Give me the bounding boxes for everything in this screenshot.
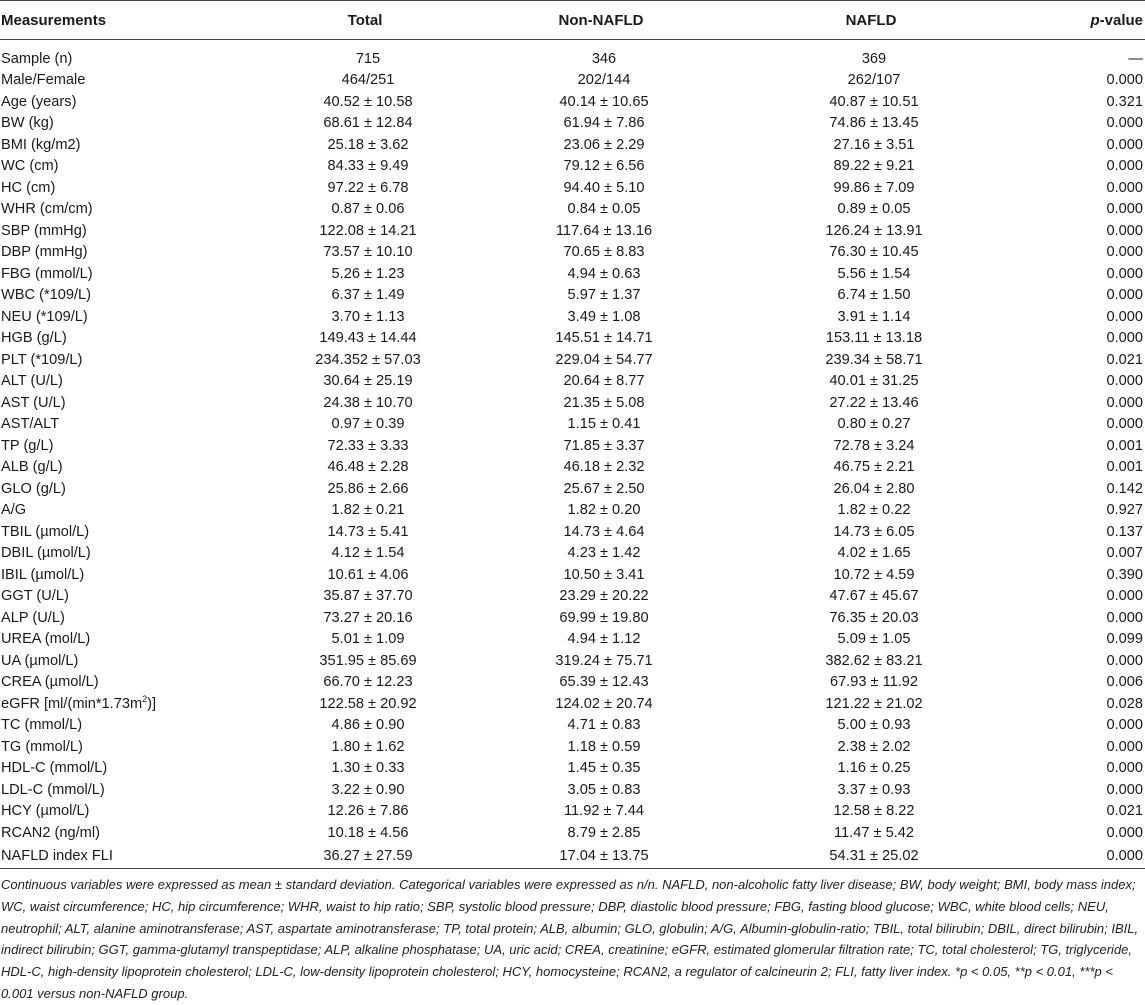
cell-non-nafld: 23.29 ± 20.22	[559, 588, 649, 605]
cell-nafld: 40.87 ± 10.51	[829, 93, 919, 110]
cell-non-nafld: 17.04 ± 13.75	[474, 844, 734, 869]
table-row	[0, 650, 1145, 672]
table-row	[0, 414, 1145, 436]
table-row	[0, 736, 1145, 758]
cell-measurement: IBIL (µmol/L)	[1, 566, 85, 583]
cell-nafld: 54.31 ± 25.02	[734, 844, 1014, 869]
table-row	[0, 564, 1145, 586]
cell-measurement: WHR (cm/cm)	[1, 201, 93, 218]
table-row	[0, 349, 1145, 371]
cell-p-value: 0.000	[1106, 179, 1143, 196]
cell-measurement: AST (U/L)	[1, 394, 66, 411]
cell-p-value: 0.000	[1106, 588, 1143, 605]
cell-measurement: HC (cm)	[1, 179, 56, 196]
table-row	[0, 801, 1145, 823]
cell-total: 0.87 ± 0.06	[331, 201, 405, 218]
table-row	[0, 177, 1145, 199]
spacer-cell	[474, 40, 734, 49]
cell-total: 30.64 ± 25.19	[323, 373, 413, 390]
cell-measurement: TBIL (µmol/L)	[1, 523, 90, 540]
cell-measurement: DBIL (µmol/L)	[1, 545, 91, 562]
cell-p-value: 0.000	[1106, 115, 1143, 132]
cell-total: 46.48 ± 2.28	[327, 459, 409, 476]
cell-nafld: 72.78 ± 3.24	[833, 437, 915, 454]
cell-total: 40.52 ± 10.58	[323, 93, 413, 110]
cell-measurement: RCAN2 (ng/ml)	[1, 824, 100, 841]
cell-nafld: 46.75 ± 2.21	[833, 459, 915, 476]
cell-measurement: GGT (U/L)	[1, 588, 69, 605]
spacer-cell	[0, 40, 262, 49]
egfr-label: eGFR [ml/(min*1.73m	[1, 695, 143, 712]
egfr-suffix: )]	[147, 695, 157, 712]
cell-non-nafld: 1.18 ± 0.59	[567, 738, 641, 755]
cell-measurement: AST/ALT	[1, 416, 60, 433]
table-row	[0, 715, 1145, 737]
cell-nafld: 369	[861, 50, 887, 67]
cell-nafld: 40.01 ± 31.25	[829, 373, 919, 390]
cell-non-nafld: 11.92 ± 7.44	[564, 803, 644, 820]
cell-measurement: NEU (*109/L)	[1, 308, 88, 325]
cell-total: 0.97 ± 0.39	[331, 416, 405, 433]
cell-nafld: 5.09 ± 1.05	[837, 631, 911, 648]
cell-measurement: Sample (n)	[1, 50, 73, 67]
cell-measurement	[0, 693, 262, 715]
cell-non-nafld: 10.50 ± 3.41	[563, 566, 645, 583]
cell-measurement: HDL-C (mmol/L)	[1, 760, 108, 777]
cell-p-value: 0.390	[1106, 566, 1143, 583]
spacer-cell	[1014, 40, 1145, 49]
cell-measurement: NAFLD index FLI	[0, 844, 262, 869]
cell-nafld: 67.93 ± 11.92	[829, 674, 919, 691]
table-row	[0, 521, 1145, 543]
cell-nafld: 27.16 ± 3.51	[833, 136, 915, 153]
header-total: Total	[262, 1, 474, 40]
cell-total: 149.43 ± 14.44	[319, 330, 417, 347]
cell-p-value: 0.000	[1106, 136, 1143, 153]
cell-measurement: HGB (g/L)	[1, 330, 67, 347]
table-row	[0, 48, 1145, 70]
table-header	[0, 1, 1145, 40]
cell-measurement: DBP (mmHg)	[1, 244, 88, 261]
cell-p-value: 0.000	[1106, 72, 1143, 89]
cell-total: 122.08 ± 14.21	[319, 222, 417, 239]
cell-nafld: 99.86 ± 7.09	[833, 179, 915, 196]
table-row	[0, 779, 1145, 801]
cell-measurement: GLO (g/L)	[1, 480, 66, 497]
cell-measurement: Age (years)	[1, 93, 77, 110]
cell-nafld: 76.35 ± 20.03	[829, 609, 919, 626]
cell-total: 1.82 ± 0.21	[331, 502, 405, 519]
cell-p-value: 0.001	[1106, 459, 1143, 476]
table-row	[0, 156, 1145, 178]
cell-total: 4.86 ± 0.90	[331, 717, 405, 734]
cell-measurement: TG (mmol/L)	[1, 738, 83, 755]
cell-measurement: WBC (*109/L)	[1, 287, 92, 304]
cell-nafld: 10.72 ± 4.59	[833, 566, 915, 583]
cell-measurement: TC (mmol/L)	[1, 717, 83, 734]
cell-measurement: LDL-C (mmol/L)	[1, 781, 105, 798]
cell-non-nafld: 346	[591, 50, 617, 67]
cell-nafld: 76.30 ± 10.45	[829, 244, 919, 261]
cell-measurement: BMI (kg/m2)	[1, 136, 81, 153]
table-row	[0, 672, 1145, 694]
cell-p-value: 0.000	[1106, 717, 1143, 734]
cell-non-nafld: 21.35 ± 5.08	[563, 394, 645, 411]
cell-total: 5.26 ± 1.23	[331, 265, 405, 282]
cell-total: 5.01 ± 1.09	[331, 631, 405, 648]
cell-nafld: 4.02 ± 1.65	[837, 545, 911, 562]
cell-measurement: FBG (mmol/L)	[1, 265, 93, 282]
table-row	[0, 500, 1145, 522]
spacer-cell	[262, 40, 474, 49]
cell-nafld: 5.00 ± 0.93	[837, 717, 911, 734]
table-row	[0, 306, 1145, 328]
table-row	[0, 758, 1145, 780]
table-row	[0, 199, 1145, 221]
cell-p-value: 0.142	[1106, 480, 1143, 497]
table-row	[0, 844, 1145, 869]
cell-total: 68.61 ± 12.84	[323, 115, 413, 132]
cell-non-nafld: 8.79 ± 2.85	[567, 824, 641, 841]
cell-measurement: TP (g/L)	[1, 437, 54, 454]
table-body	[0, 40, 1145, 869]
cell-total: 66.70 ± 12.23	[323, 674, 413, 691]
spacer-cell	[734, 40, 1014, 49]
cell-total: 97.22 ± 6.78	[327, 179, 409, 196]
cell-total: 84.33 ± 9.49	[327, 158, 409, 175]
cell-p-value: 0.006	[1106, 674, 1143, 691]
cell-total: 3.22 ± 0.90	[331, 781, 405, 798]
cell-p-value: 0.000	[1106, 394, 1143, 411]
header-p-value	[1014, 1, 1145, 40]
cell-measurement: Male/Female	[1, 72, 86, 89]
cell-p-value: 0.000	[1106, 760, 1143, 777]
cell-total: 1.30 ± 0.33	[331, 760, 405, 777]
cell-p-value: 0.137	[1106, 523, 1143, 540]
table-row	[0, 822, 1145, 844]
cell-total: 25.86 ± 2.66	[327, 480, 409, 497]
cell-nafld: 89.22 ± 9.21	[833, 158, 915, 175]
cell-total: 25.18 ± 3.62	[327, 136, 409, 153]
cell-nafld: 262/107	[847, 72, 901, 89]
cell-total: 24.38 ± 10.70	[323, 394, 413, 411]
cell-measurement: SBP (mmHg)	[1, 222, 87, 239]
cell-p-value: 0.000	[1106, 287, 1143, 304]
cell-total: 715	[355, 50, 381, 67]
cell-non-nafld: 4.23 ± 1.42	[567, 545, 641, 562]
cell-measurement: A/G	[1, 502, 27, 519]
cell-nafld: 3.37 ± 0.93	[837, 781, 911, 798]
cell-p-value: 0.021	[1106, 803, 1143, 820]
cell-non-nafld: 71.85 ± 3.37	[563, 437, 645, 454]
cell-nafld: 0.80 ± 0.27	[837, 416, 911, 433]
cell-non-nafld: 229.04 ± 54.77	[555, 351, 653, 368]
table-row	[0, 134, 1145, 156]
table-row	[0, 435, 1145, 457]
cell-total: 234.352 ± 57.03	[315, 351, 421, 368]
cell-nafld: 382.62 ± 83.21	[825, 652, 923, 669]
header-p-italic: p	[1090, 11, 1100, 29]
cell-p-value: —	[1128, 50, 1143, 67]
cell-nafld: 239.34 ± 58.71	[825, 351, 923, 368]
cell-p-value: 0.000	[1106, 416, 1143, 433]
cell-nafld: 121.22 ± 21.02	[825, 695, 923, 712]
table-row	[0, 220, 1145, 242]
cell-total: 351.95 ± 85.69	[319, 652, 417, 669]
cell-nafld: 74.86 ± 13.45	[829, 115, 919, 132]
cell-measurement: CREA (µmol/L)	[1, 674, 99, 691]
cell-non-nafld: 23.06 ± 2.29	[563, 136, 645, 153]
cell-non-nafld: 3.05 ± 0.83	[567, 781, 641, 798]
cell-p-value: 0.000	[1106, 781, 1143, 798]
cell-total: 4.12 ± 1.54	[331, 545, 405, 562]
cell-p-value: 0.927	[1106, 502, 1143, 519]
table-row	[0, 70, 1145, 92]
cell-p-value: 0.000	[1106, 609, 1143, 626]
cell-total: 10.18 ± 4.56	[327, 824, 409, 841]
cell-p-value: 0.000	[1106, 330, 1143, 347]
cell-total: 6.37 ± 1.49	[331, 287, 405, 304]
cell-measurement: ALP (U/L)	[1, 609, 65, 626]
table-row	[0, 693, 1145, 715]
header-row	[0, 1, 1145, 40]
cell-nafld: 6.74 ± 1.50	[837, 287, 911, 304]
cell-non-nafld: 70.65 ± 8.83	[563, 244, 645, 261]
cell-total: 464/251	[341, 72, 395, 89]
table-row	[0, 586, 1145, 608]
table-row	[0, 478, 1145, 500]
cell-p-value: 0.028	[1106, 695, 1143, 712]
table-row	[0, 113, 1145, 135]
cell-nafld: 26.04 ± 2.80	[833, 480, 915, 497]
cell-non-nafld: 14.73 ± 4.64	[563, 523, 645, 540]
cell-nafld: 12.58 ± 8.22	[833, 803, 915, 820]
cell-p-value: 0.000	[1106, 244, 1143, 261]
cell-p-value: 0.007	[1106, 545, 1143, 562]
cell-non-nafld: 46.18 ± 2.32	[563, 459, 645, 476]
cell-nafld: 1.82 ± 0.22	[837, 502, 911, 519]
cell-non-nafld: 1.45 ± 0.35	[567, 760, 641, 777]
cell-non-nafld: 124.02 ± 20.74	[555, 695, 653, 712]
cell-p-value: 0.000	[1014, 844, 1145, 869]
cell-non-nafld: 4.94 ± 0.63	[567, 265, 641, 282]
cell-non-nafld: 61.94 ± 7.86	[563, 115, 645, 132]
cell-measurement: WC (cm)	[1, 158, 59, 175]
cell-non-nafld: 145.51 ± 14.71	[555, 330, 653, 347]
cell-p-value: 0.000	[1106, 265, 1143, 282]
cell-nafld: 1.16 ± 0.25	[837, 760, 911, 777]
cell-measurement: PLT (*109/L)	[1, 351, 83, 368]
table-row	[0, 242, 1145, 264]
cell-non-nafld: 65.39 ± 12.43	[559, 674, 649, 691]
table-row	[0, 607, 1145, 629]
cell-p-value: 0.000	[1106, 738, 1143, 755]
table-row	[0, 371, 1145, 393]
cell-non-nafld: 79.12 ± 6.56	[563, 158, 645, 175]
cell-p-value: 0.001	[1106, 437, 1143, 454]
table-row	[0, 392, 1145, 414]
cell-nafld: 27.22 ± 13.46	[829, 394, 919, 411]
cell-nafld: 153.11 ± 13.18	[825, 330, 923, 347]
cell-non-nafld: 0.84 ± 0.05	[567, 201, 641, 218]
cell-total: 10.61 ± 4.06	[327, 566, 409, 583]
cell-measurement: ALT (U/L)	[1, 373, 63, 390]
cell-total: 12.26 ± 7.86	[327, 803, 409, 820]
spacer-row	[0, 40, 1145, 49]
cell-measurement: ALB (g/L)	[1, 459, 63, 476]
cell-non-nafld: 117.64 ± 13.16	[555, 222, 653, 239]
cell-total: 1.80 ± 1.62	[331, 738, 405, 755]
cell-nafld: 5.56 ± 1.54	[837, 265, 911, 282]
cell-p-value: 0.000	[1106, 652, 1143, 669]
table-row	[0, 285, 1145, 307]
table-row	[0, 263, 1145, 285]
cell-total: 73.57 ± 10.10	[323, 244, 413, 261]
cell-measurement: UREA (mol/L)	[1, 631, 91, 648]
cell-total: 72.33 ± 3.33	[327, 437, 409, 454]
table-footnote: Continuous variables were expressed as mean ± standard deviation. Categorical variables were expressed as n/n. NAFLD, non-alcoholic fatty liver disease; BW, body weight; BMI, body mass index; WC, waist circumference; HC, hip circumference; WHR, waist to hip ratio; SBP, systolic blood pressure; DBP, diastolic blood pressure; FBG, fasting blood glucose; WBC, white blood cells; NEU, neutrophil; ALT, alanine aminotransferase; AST, aspartate aminotransferase; TP, total protein; ALB, albumin; GLO, globulin; A/G, Albumin-globulin-ratio; TBIL, total bilirubin; DBIL, direct bilirubin; IBIL, indirect bilirubin; GGT, gamma-glutamyl transpeptidase; ALP, alkaline phosphatase; UA, uric acid; CREA, creatinine; eGFR, estimated glomerular filtration rate; TC, total cholesterol; TG, triglyceride, HDL-C, high-density lipoprotein cholesterol; LDL-C, low-density lipoprotein cholesterol; HCY, homocysteine; RCAN2, a regulator of calcineurin 2; FLI, fatty liver index. *p < 0.05, **p < 0.01, ***p < 0.001 versus non-NAFLD group.	[1, 877, 1139, 1001]
cell-measurement: HCY (µmol/L)	[1, 803, 90, 820]
header-nafld: NAFLD	[734, 1, 1014, 40]
cell-p-value: 0.321	[1106, 93, 1143, 110]
cell-non-nafld: 4.94 ± 1.12	[567, 631, 641, 648]
cell-non-nafld: 202/144	[577, 72, 631, 89]
cell-non-nafld: 69.99 ± 19.80	[559, 609, 649, 626]
cell-p-value: 0.000	[1106, 308, 1143, 325]
cell-nafld: 11.47 ± 5.42	[834, 824, 914, 841]
cell-total: 73.27 ± 20.16	[323, 609, 413, 626]
header-non-nafld: Non-NAFLD	[474, 1, 734, 40]
table-row	[0, 629, 1145, 651]
table-row	[0, 543, 1145, 565]
header-measurements: Measurements	[0, 1, 262, 40]
cell-non-nafld: 4.71 ± 0.83	[567, 717, 641, 734]
cell-nafld: 3.91 ± 1.14	[837, 308, 911, 325]
cell-non-nafld: 1.15 ± 0.41	[567, 416, 641, 433]
cell-non-nafld: 319.24 ± 75.71	[555, 652, 653, 669]
cell-p-value: 0.000	[1106, 201, 1143, 218]
cell-total: 3.70 ± 1.13	[331, 308, 405, 325]
cell-non-nafld: 5.97 ± 1.37	[567, 287, 641, 304]
cell-non-nafld: 3.49 ± 1.08	[567, 308, 641, 325]
cell-non-nafld: 25.67 ± 2.50	[563, 480, 645, 497]
table-row	[0, 91, 1145, 113]
cell-total: 36.27 ± 27.59	[262, 844, 474, 869]
egfr-superscript: 2	[142, 693, 148, 704]
cell-total: 122.58 ± 20.92	[319, 695, 417, 712]
cell-nafld: 14.73 ± 6.05	[833, 523, 915, 540]
cell-nafld: 0.89 ± 0.05	[837, 201, 911, 218]
cell-p-value: 0.000	[1106, 222, 1143, 239]
cell-p-value: 0.000	[1106, 158, 1143, 175]
cell-nafld: 126.24 ± 13.91	[825, 222, 923, 239]
cell-total: 35.87 ± 37.70	[323, 588, 413, 605]
table-row	[0, 457, 1145, 479]
cell-p-value: 0.099	[1106, 631, 1143, 648]
cell-non-nafld: 40.14 ± 10.65	[559, 93, 649, 110]
cell-non-nafld: 1.82 ± 0.20	[567, 502, 641, 519]
cell-nafld: 47.67 ± 45.67	[829, 588, 919, 605]
cell-total: 14.73 ± 5.41	[327, 523, 409, 540]
cell-measurement: BW (kg)	[1, 115, 54, 132]
cell-non-nafld: 20.64 ± 8.77	[563, 373, 645, 390]
cell-p-value: 0.000	[1106, 824, 1143, 841]
cell-nafld: 2.38 ± 2.02	[837, 738, 911, 755]
cell-p-value: 0.021	[1106, 351, 1143, 368]
table-row	[0, 328, 1145, 350]
cell-measurement: UA (µmol/L)	[1, 652, 79, 669]
cell-p-value: 0.000	[1106, 373, 1143, 390]
header-p-suffix: -value	[1099, 11, 1143, 29]
cell-non-nafld: 94.40 ± 5.10	[563, 179, 645, 196]
